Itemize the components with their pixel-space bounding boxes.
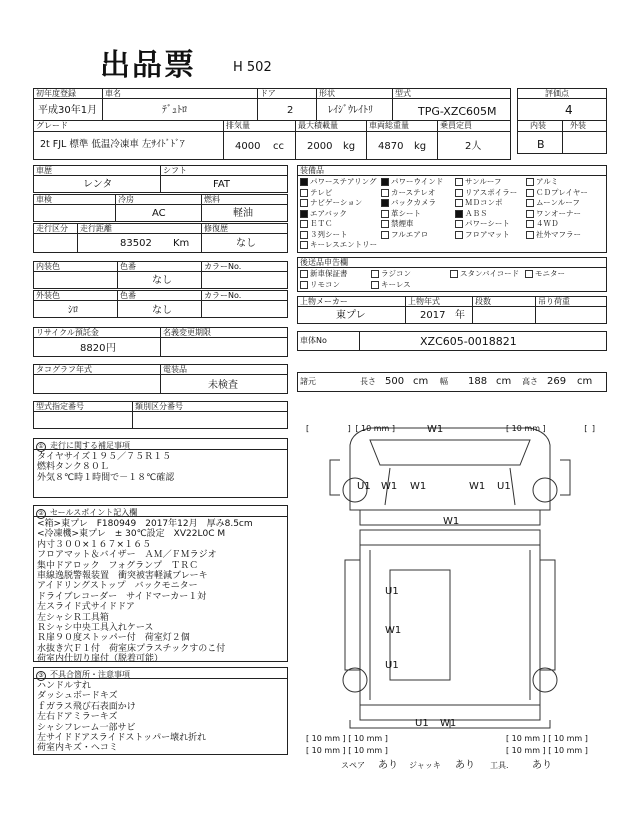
- displacement-label: 排気量: [226, 121, 250, 130]
- doc-item: 新車保証書: [300, 270, 348, 278]
- length-label: 長さ: [360, 377, 376, 386]
- mark-door-w1: W1: [385, 625, 402, 636]
- section-number-2: ②: [36, 509, 46, 519]
- int-color-num-label: 色番: [120, 262, 136, 271]
- jack-value: あり: [455, 760, 475, 771]
- interior-grade: B: [537, 138, 545, 151]
- int-color-label: 内装色: [36, 262, 60, 271]
- tread-front-right: [ 10 mm ] [ ]: [506, 424, 596, 433]
- checkbox-icon: [381, 199, 389, 207]
- door-label: ドア: [260, 89, 276, 98]
- checkbox-icon: [300, 220, 308, 228]
- checkbox-icon: [381, 231, 389, 239]
- first-reg-label: 初年度登録: [36, 89, 76, 98]
- electrical-value: 未検査: [208, 380, 238, 391]
- equipment-item: キーレスエントリー: [300, 241, 377, 249]
- note-line: シャシフレーム一部サビ: [37, 722, 136, 733]
- note-line: 左シャシＲ工具箱: [37, 612, 109, 623]
- equipment-title: 装備品: [300, 166, 324, 175]
- equipment-item: パワーシート: [455, 220, 510, 228]
- checkbox-icon: [381, 210, 389, 218]
- equipment-item: パワーステアリング: [300, 178, 377, 186]
- checkbox-icon: [300, 199, 308, 207]
- checkbox-icon: [300, 210, 308, 218]
- model-label: 型式: [395, 89, 411, 98]
- note-line: 水抜き穴Ｆ１付 荷室床プラスチックすのこ付: [37, 643, 226, 654]
- body-maker-label: 上物メーカー: [300, 297, 348, 306]
- max-load-value: 2000: [307, 141, 333, 152]
- class-no-label: 類別区分番号: [135, 402, 183, 411]
- mark-rear-u1: U1: [415, 718, 429, 729]
- doc-item: リモコン: [300, 281, 340, 289]
- tacho-label: タコグラフ年式: [36, 365, 92, 374]
- doc-item: スタンバイコード: [450, 270, 519, 278]
- mark-right-w1: W1: [469, 481, 486, 492]
- note-line: 外気８℃時１時間で－１８℃確認: [37, 472, 175, 483]
- checkbox-icon: [300, 281, 308, 289]
- checkbox-icon: [455, 220, 463, 228]
- body-year-value: 2017: [420, 310, 446, 321]
- width-value: 188: [468, 376, 488, 387]
- gross-weight-label: 車両総重量: [369, 121, 409, 130]
- checkbox-icon: [455, 178, 463, 186]
- equipment-item: フルエアロ: [381, 231, 428, 239]
- interior-label: 内装: [530, 121, 546, 130]
- eval-label: 評価点: [545, 89, 569, 98]
- note-line: 左右ドアミラーキズ: [37, 712, 118, 723]
- equipment-item: リアスポイラー: [455, 189, 517, 197]
- max-load-unit: kg: [343, 141, 356, 152]
- note-line: ｆガラス飛び石表面かけ: [37, 701, 136, 712]
- history-value: レンタ: [83, 179, 113, 190]
- equipment-item: ＥＴＣ: [300, 220, 333, 228]
- history-label: 車歴: [36, 166, 52, 175]
- chassis-label: 車体No: [300, 336, 327, 345]
- checkbox-icon: [300, 241, 308, 249]
- ext-color-no-label: カラーNo.: [204, 291, 242, 300]
- checkbox-icon: [455, 199, 463, 207]
- note-line: タイヤサイズ１９５／７５Ｒ１５: [37, 452, 172, 462]
- tread-rear-left-inner: [ 10 mm ] [ 10 mm ]: [306, 746, 388, 755]
- displacement-value: 4000: [235, 141, 261, 152]
- recycle-label: リサイクル預託金: [36, 328, 99, 337]
- width-unit: cm: [496, 376, 512, 387]
- door-value: 2: [287, 105, 294, 116]
- checkbox-icon: [526, 189, 534, 197]
- cooler-label: 冷房: [118, 195, 134, 204]
- length-unit: cm: [413, 376, 429, 387]
- car-name-value: ﾃﾞｭﾄﾛ: [162, 105, 187, 116]
- name-change-label: 名義変更期限: [163, 328, 211, 337]
- tools-label: 工具.: [490, 761, 509, 770]
- note-line: ハンドルすれ: [37, 681, 92, 691]
- ext-color-label: 外装色: [36, 291, 60, 300]
- mark-cab-w1: W1: [443, 516, 460, 527]
- shape-value: ﾚｲｼﾞｳﾚｲﾄﾘ: [328, 105, 373, 116]
- tread-rear-right-outer: [ 10 mm ] [ 10 mm ]: [506, 734, 588, 743]
- grade-label: グレード: [36, 121, 68, 130]
- mileage-label: 走行距離: [80, 224, 112, 233]
- checkbox-icon: [371, 281, 379, 289]
- equipment-item: ナビゲーション: [300, 199, 362, 207]
- car-name-label: 車名: [105, 89, 121, 98]
- note-line: フロアマット＆バイザー ＡＭ／ＦＭラジオ: [37, 550, 217, 561]
- mark-left-u1: U1: [357, 481, 371, 492]
- mark-front-w1: W1: [410, 481, 427, 492]
- height-value: 269: [547, 376, 567, 387]
- body-steps-label: 段数: [475, 297, 491, 306]
- equipment-item: エアバック: [300, 210, 347, 218]
- note-line: 内寸３００×１６７×１６５: [37, 539, 152, 550]
- tread-front-left: [ ] [ 10 mm ]: [306, 424, 396, 433]
- checkbox-icon: [300, 189, 308, 197]
- tools-value: あり: [532, 760, 552, 771]
- mark-left-w1: W1: [381, 481, 398, 492]
- dims-label: 諸元: [300, 377, 316, 386]
- doc-item: ラジコン: [371, 270, 411, 278]
- note-line: アイドリングストップ バックモニター: [37, 581, 198, 592]
- equipment-item: ＣＤプレイヤー: [526, 189, 588, 197]
- shift-label: シフト: [163, 166, 187, 175]
- mileage-class-label: 走行区分: [36, 224, 68, 233]
- note-line: 荷室内仕切り扉付（脱着可能）: [37, 654, 164, 665]
- checkbox-icon: [300, 270, 308, 278]
- checkbox-icon: [381, 189, 389, 197]
- int-color-no-label: カラーNo.: [204, 262, 242, 271]
- body-maker-value: 東プレ: [336, 310, 366, 321]
- ext-color-num-value: なし: [152, 305, 172, 316]
- note-line: 左スライド式サイドドア: [37, 602, 135, 613]
- jack-label: ジャッキ: [409, 761, 441, 770]
- displacement-unit: cc: [273, 141, 284, 152]
- equipment-item: ３列シート: [300, 231, 348, 239]
- tread-rear-right-inner: [ 10 mm ] [ 10 mm ]: [506, 746, 588, 755]
- equipment-item: バックカメラ: [381, 199, 436, 207]
- mark-rear-w1: W1: [440, 718, 457, 729]
- note-line: 荷室内キズ・ヘコミ: [37, 743, 118, 754]
- fuel-label: 燃料: [204, 195, 220, 204]
- checkbox-icon: [525, 270, 533, 278]
- mark-side-u1: U1: [385, 660, 399, 671]
- checkbox-icon: [371, 270, 379, 278]
- eval-score: 4: [565, 103, 573, 117]
- lot-code: H 502: [233, 60, 272, 75]
- max-load-label: 最大積載量: [298, 121, 338, 130]
- grade-value: 2t FJL 標準 低温冷凍車 左ｻｲﾄﾞﾄﾞｱ: [40, 139, 185, 150]
- fuel-value: 軽油: [233, 208, 253, 219]
- model-no-label: 型式指定番号: [36, 402, 84, 411]
- note-line: <冷凍機>東プレ ± 30℃設定 XV22L0C M: [37, 529, 226, 540]
- mileage-unit: Km: [173, 238, 190, 249]
- equipment-item: ＭＤコンポ: [455, 199, 503, 207]
- equipment-item: アルミ: [526, 178, 558, 186]
- inspection-label: 車検: [36, 195, 52, 204]
- int-color-value: なし: [152, 275, 172, 286]
- gross-weight-value: 4870: [378, 141, 404, 152]
- ext-color-num-label: 色番: [120, 291, 136, 300]
- checkbox-icon: [455, 189, 463, 197]
- note-line: 燃料タンク８０Ｌ: [37, 462, 109, 473]
- width-label: 幅: [440, 377, 448, 386]
- note-line: ダッシュボードキズ: [37, 691, 118, 702]
- note-line: Ｒ扉９０度ストッパー付 荷室灯２個: [37, 633, 190, 644]
- equipment-item: カーステレオ: [381, 189, 435, 197]
- doc-item: モニター: [525, 270, 565, 278]
- truck-outline: [300, 410, 600, 740]
- checkbox-icon: [300, 231, 308, 239]
- spare-label: スペア: [341, 761, 365, 770]
- docs-title: 後送品申告欄: [300, 258, 348, 267]
- mark-door-u1: U1: [385, 586, 399, 597]
- shape-label: 形状: [319, 89, 335, 98]
- equipment-item: ＡＢＳ: [455, 210, 488, 218]
- checkbox-icon: [381, 178, 389, 186]
- note-line: 左サイドドアスライドストッパー壊れ折れ: [37, 733, 207, 744]
- equipment-item: テレビ: [300, 189, 332, 197]
- checkbox-icon: [526, 199, 534, 207]
- equipment-item: 社外マフラー: [526, 231, 581, 239]
- page-title: 出品票: [100, 48, 196, 83]
- checkbox-icon: [300, 178, 308, 186]
- note-line: <箱>東プレ F180949 2017年12月 厚み8.5cm: [37, 519, 253, 529]
- equipment-item: ４ＷＤ: [526, 220, 559, 228]
- height-label: 高さ: [522, 377, 538, 386]
- recycle-value: 8820: [80, 343, 106, 354]
- note-line: 車線逸脱警報装置 衝突被害軽減ブレーキ: [37, 571, 208, 582]
- equipment-item: 革シート: [381, 210, 421, 218]
- capacity-label: 乗員定員: [440, 121, 472, 130]
- ext-color-value: ｼﾛ: [68, 305, 78, 316]
- body-year-label: 上物年式: [408, 297, 440, 306]
- cooler-value: AC: [152, 208, 166, 219]
- spare-value: あり: [378, 760, 398, 771]
- recycle-unit: 円: [106, 343, 116, 354]
- equipment-item: 禁煙車: [381, 220, 414, 228]
- shift-value: FAT: [213, 179, 231, 190]
- notes-driving-title: 走行に関する補足事項: [50, 441, 130, 450]
- checkbox-icon: [455, 231, 463, 239]
- mark-right-u1: U1: [497, 481, 511, 492]
- checkbox-icon: [455, 210, 463, 218]
- equipment-item: サンルーフ: [455, 178, 502, 186]
- checkbox-icon: [526, 210, 534, 218]
- checkbox-icon: [450, 270, 458, 278]
- note-line: ドライブレコーダー サイドマーカー１対: [37, 591, 207, 602]
- equipment-item: ワンオーナー: [526, 210, 581, 218]
- capacity-value: 2人: [465, 141, 482, 152]
- first-reg-value: 平成30年1月: [38, 105, 98, 116]
- checkbox-icon: [526, 220, 534, 228]
- checkbox-icon: [526, 178, 534, 186]
- chassis-value: XZC605-0018821: [420, 335, 517, 348]
- mark-roof-w1: W1: [427, 424, 444, 435]
- equipment-item: フロアマット: [455, 231, 510, 239]
- body-year-unit: 年: [455, 310, 465, 321]
- section-number-3: ③: [36, 671, 46, 681]
- mileage-value: 83502: [120, 238, 152, 249]
- height-unit: cm: [577, 376, 593, 387]
- notes-defects-title: 不具合箇所・注意事項: [50, 670, 130, 679]
- gross-weight-unit: kg: [414, 141, 427, 152]
- model-value: TPG-XZC605M: [418, 105, 497, 118]
- electrical-label: 電装品: [163, 365, 187, 374]
- note-line: Ｒシャシ中央工具入れケース: [37, 623, 154, 634]
- equipment-item: ムーンルーフ: [526, 199, 580, 207]
- section-number-1: ①: [36, 442, 46, 452]
- checkbox-icon: [526, 231, 534, 239]
- notes-sales-title: セールスポイント記入欄: [50, 508, 138, 517]
- doc-item: キーレス: [371, 281, 411, 289]
- repair-value: なし: [236, 238, 256, 249]
- checkbox-icon: [381, 220, 389, 228]
- body-hook-label: 吊り荷重: [538, 297, 570, 306]
- equipment-item: パワーウインド: [381, 178, 443, 186]
- length-value: 500: [385, 376, 405, 387]
- tread-rear-left-outer: [ 10 mm ] [ 10 mm ]: [306, 734, 388, 743]
- note-line: 集中ドアロック フォグランプ ＴＲＣ: [37, 560, 199, 571]
- exterior-label: 外装: [570, 121, 586, 130]
- repair-label: 修復歴: [204, 224, 228, 233]
